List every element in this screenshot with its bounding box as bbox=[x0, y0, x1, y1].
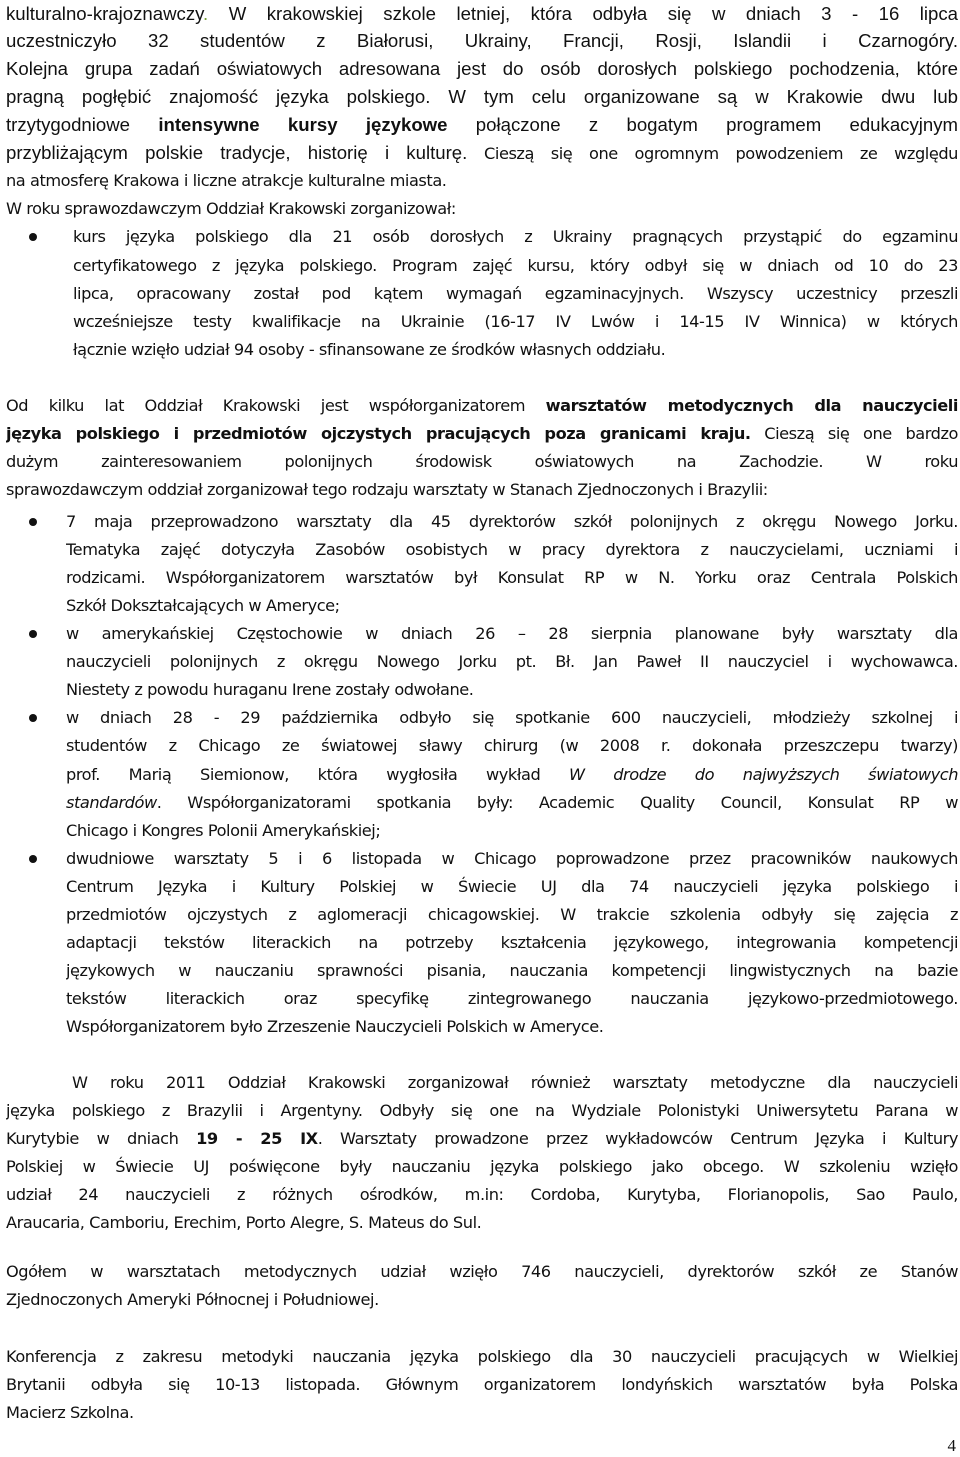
list-item-line: tekstów literackich oraz specyfikę zintegrowanego nauczania językowo-przedmiotowego. bbox=[66, 989, 958, 1008]
text-fragment: . bbox=[203, 3, 209, 24]
text-fragment: przybliżającym polskie tradycje, historię i kulturę. bbox=[6, 142, 468, 163]
bold-phrase: intensywne kursy językowe bbox=[158, 114, 448, 135]
text-line: Macierz Szkolna. bbox=[6, 1403, 134, 1422]
list-item-line: dwudniowe warsztaty 5 i 6 listopada w Chicago poprowadzone przez pracowników naukowych bbox=[66, 849, 958, 868]
list-item-line: Centrum Języka i Kultury Polskiej w Świecie UJ dla 74 nauczycieli języka polskiego i bbox=[66, 877, 958, 896]
bullet-icon bbox=[29, 714, 37, 722]
bullet-icon bbox=[29, 855, 37, 863]
text-line: dużym zainteresowaniem polonijnych środowisk oświatowych na Zachodzie. W roku bbox=[6, 452, 958, 471]
text-line: uczestniczyło 32 studentów z Białorusi, Ukrainy, Francji, Rosji, Islandii i Czarnogóry. bbox=[6, 30, 958, 51]
text-fragment: połączone z bogatym programem edukacyjnym bbox=[447, 114, 958, 135]
text-line: Kolejna grupa zadań oświatowych adresowana jest do osób dorosłych polskiego pochodzenia, które bbox=[6, 58, 958, 79]
text-line: udział 24 nauczycieli z różnych ośrodków, m.in: Cordoba, Kurytyba, Florianopolis, Sao Paulo, bbox=[6, 1185, 958, 1204]
list-item-line: przedmiotów ojczystych z aglomeracji chicagowskiej. W trakcie szkolenia odbyły się zajęcia z bbox=[66, 905, 958, 924]
bold-phrase: warsztatów metodycznych dla nauczycieli bbox=[545, 396, 958, 415]
bullet-icon bbox=[29, 233, 37, 241]
list-item-line: w dniach 28 - 29 października odbyło się spotkanie 600 nauczycieli, młodzieży szkolnej i bbox=[66, 708, 958, 727]
text-line: W roku 2011 Oddział Krakowski zorganizował również warsztaty metodyczne dla nauczycieli bbox=[72, 1073, 958, 1092]
bold-phrase: języka polskiego i przedmiotów ojczystych pracujących poza granicami kraju. bbox=[6, 424, 751, 443]
list-item-line: lipca, opracowany został pod kątem wymagań egzaminacyjnych. Wszyscy uczestnicy przeszli bbox=[73, 284, 958, 303]
text-line bbox=[6, 139, 958, 167]
text-fragment: trzytygodniowe bbox=[6, 114, 159, 135]
list-item-line: w amerykańskiej Częstochowie w dniach 26 – 28 sierpnia planowane były warsztaty dla bbox=[66, 624, 958, 643]
text-line: Ogółem w warsztatach metodycznych udział wzięło 746 nauczycieli, dyrektorów szkół ze Stanów bbox=[6, 1262, 958, 1281]
list-item-line: studentów z Chicago ze światowej sławy chirurg (w 2008 r. dokonała przeszczepu twarzy) bbox=[66, 736, 958, 755]
text-fragment: Cieszą się one ogromnym powodzeniem ze względu bbox=[467, 144, 958, 163]
list-item-line: łącznie wzięło udział 94 osoby - sfinansowane ze środków własnych oddziału. bbox=[73, 340, 666, 359]
text-fragment: W krakowskiej szkole letniej, która odbyła się w dniach 3 - 16 lipca bbox=[208, 3, 958, 24]
page-number: 4 bbox=[947, 1436, 956, 1455]
text-line bbox=[6, 420, 958, 448]
text-line bbox=[6, 111, 958, 139]
list-item-line: rodzicami. Współorganizatorem warsztatów był Konsulat RP w N. Yorku oraz Centrala Polskich bbox=[66, 568, 958, 587]
list-item-line bbox=[66, 789, 958, 817]
text-fragment: kulturalno-krajoznawczy bbox=[6, 3, 204, 24]
text-line bbox=[6, 0, 958, 28]
list-item-line bbox=[66, 761, 958, 789]
list-item-line: Tematyka zajęć dotyczyła Zasobów osobistych w pracy dyrektora z nauczycielami, uczniami i bbox=[66, 540, 958, 559]
text-line: W roku sprawozdawczym Oddział Krakowski zorganizował: bbox=[6, 199, 456, 218]
lecture-title: W drodze do najwyższych światowych bbox=[568, 765, 958, 784]
text-line: pragną pogłębić znajomość języka polskiego. W tym celu organizowane są w Krakowie dwu lub bbox=[6, 86, 958, 107]
list-item-line: 7 maja przeprowadzono warsztaty dla 45 dyrektorów szkół polonijnych z okręgu Nowego Jorku. bbox=[66, 512, 958, 531]
list-item-line: Chicago i Kongres Polonii Amerykańskiej; bbox=[66, 821, 381, 840]
text-fragment: Kurytybie w dniach bbox=[6, 1129, 197, 1148]
list-item-line: wcześniejsze testy kwalifikacje na Ukrainie (16-17 IV Lwów i 14-15 IV Winnica) w których bbox=[73, 312, 958, 331]
bullet-icon bbox=[29, 630, 37, 638]
text-line: na atmosferę Krakowa i liczne atrakcje kulturalne miasta. bbox=[6, 171, 447, 190]
list-item-line: kurs języka polskiego dla 21 osób dorosłych z Ukrainy pragnących przystąpić do egzaminu bbox=[73, 227, 958, 246]
text-line: Konferencja z zakresu metodyki nauczania języka polskiego dla 30 nauczycieli pracujących w Wielkiej bbox=[6, 1347, 958, 1366]
lecture-title: standardów bbox=[66, 793, 157, 812]
list-item-line: Niestety z powodu huraganu Irene zostały odwołane. bbox=[66, 680, 474, 699]
text-fragment: prof. Marią Siemionow, która wygłosiła wykład bbox=[66, 765, 569, 784]
text-line bbox=[6, 1125, 958, 1153]
list-item-line: Szkół Dokształcających w Ameryce; bbox=[66, 596, 340, 615]
text-line bbox=[6, 392, 958, 420]
text-line: Zjednoczonych Ameryki Północnej i Południowej. bbox=[6, 1290, 379, 1309]
text-line: języka polskiego z Brazylii i Argentyny. Odbyły się one na Wydziale Polonistyki Uniwersytetu Parana w bbox=[6, 1101, 958, 1120]
list-item-line: adaptacji tekstów literackich na potrzeby kształcenia językowego, integrowania kompetencji bbox=[66, 933, 958, 952]
bullet-icon bbox=[29, 518, 37, 526]
text-line: sprawozdawczym oddział zorganizował tego rodzaju warsztaty w Stanach Zjednoczonych i Brazylii: bbox=[6, 480, 768, 499]
text-fragment: Cieszą się one bardzo bbox=[750, 424, 958, 443]
text-line: Brytanii odbyła się 10-13 listopada. Głównym organizatorem londyńskich warsztatów była Polska bbox=[6, 1375, 958, 1394]
list-item-line: Współorganizatorem było Zrzeszenie Nauczycieli Polskich w Ameryce. bbox=[66, 1017, 604, 1036]
text-fragment: . Warsztaty prowadzone przez wykładowców Centrum Języka i Kultury bbox=[317, 1129, 958, 1148]
text-line: Araucaria, Camboriu, Erechim, Porto Alegre, S. Mateus do Sul. bbox=[6, 1213, 482, 1232]
date-range: 19 - 25 IX bbox=[196, 1129, 318, 1148]
text-fragment: Od kilku lat Oddział Krakowski jest współorganizatorem bbox=[6, 396, 546, 415]
list-item-line: językowych w nauczaniu sprawności pisania, nauczania kompetencji lingwistycznych na bazie bbox=[66, 961, 958, 980]
list-item-line: nauczycieli polonijnych z okręgu Nowego Jorku pt. Bł. Jan Paweł II nauczyciel i wychowawca. bbox=[66, 652, 958, 671]
text-line: Polskiej w Świecie UJ poświęcone były nauczaniu języka polskiego jako obcego. W szkoleniu wzięło bbox=[6, 1157, 958, 1176]
text-fragment: . Współorganizatorami spotkania były: Academic Quality Council, Konsulat RP w bbox=[156, 793, 958, 812]
list-item-line: certyfikatowego z języka polskiego. Program zajęć kursu, który odbył się w dniach od 10 do 23 bbox=[73, 256, 958, 275]
